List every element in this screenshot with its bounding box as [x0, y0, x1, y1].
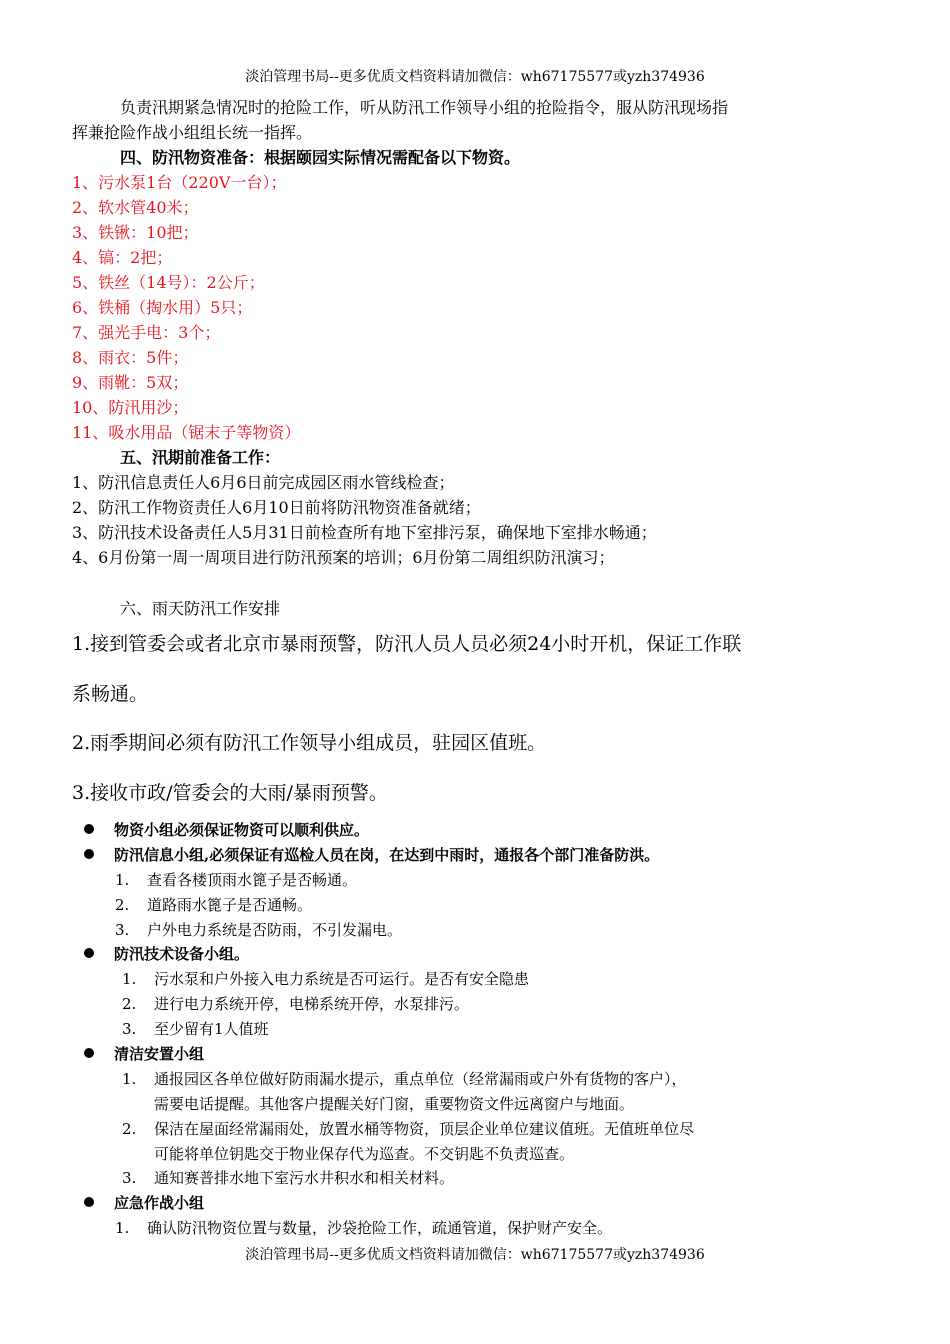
- bullet-icon: [84, 849, 94, 859]
- group-emergency: [84, 1193, 204, 1213]
- group-tech: [84, 944, 249, 964]
- material-item: 9、雨靴：5双；: [72, 373, 189, 392]
- prep-item: 2、防汛工作物资责任人6月10日前将防汛物资准备就绪；: [72, 498, 481, 517]
- group-cleaning-item-1-cont: 需要电话提醒。其他客户提醒关好门窗，重要物资文件远离窗户与地面。: [154, 1095, 635, 1113]
- prep-item: 1、防汛信息责任人6月6日前完成园区雨水管线检查；: [72, 473, 455, 492]
- group-cleaning-item-3: 3. 通知赛普排水地下室污水井积水和相关材料。: [122, 1169, 455, 1187]
- group-cleaning-item-2-cont: 可能将单位钥匙交于物业保存代为巡查。不交钥匙不负责巡查。: [154, 1145, 575, 1163]
- rain-item-2: 2.雨季期间必须有防汛工作领导小组成员，驻园区值班。: [72, 732, 547, 754]
- rain-item-1: 1.接到管委会或者北京市暴雨预警，防汛人员人员必须24小时开机，保证工作联: [72, 633, 742, 655]
- group-title: 防汛技术设备小组。: [114, 945, 250, 963]
- group-tech-item-2: 2. 进行电力系统开停，电梯系统开停，水泵排污。: [122, 995, 470, 1013]
- group-cleaning: [84, 1044, 204, 1064]
- bullet-icon: [84, 1048, 94, 1058]
- group-materials: [84, 820, 369, 840]
- group-title: 防汛信息小组,必须保证有巡检人员在岗，在达到中雨时，通报各个部门准备防洪。: [114, 846, 660, 864]
- group-info: [84, 845, 659, 865]
- group-tech-item-1: 1. 污水泵和户外接入电力系统是否可运行。是否有安全隐患: [122, 970, 530, 988]
- section-6-title: 六、雨天防汛工作安排: [120, 599, 281, 618]
- group-tech-item-3: 3. 至少留有1人值班: [122, 1020, 269, 1038]
- group-title: 清洁安置小组: [114, 1045, 205, 1063]
- prep-item: 4、6月份第一周一周项目进行防汛预案的培训；6月份第二周组织防汛演习；: [72, 548, 615, 567]
- bullet-icon: [84, 1197, 94, 1207]
- bullet-icon: [84, 948, 94, 958]
- material-item: 11、吸水用品（锯末子等物资）: [72, 423, 301, 442]
- page-header: 淡泊管理书局--更多优质文档资料请加微信：wh67175577或yzh374936: [245, 69, 705, 85]
- material-item: 5、铁丝（14号）：2公斤；: [72, 273, 265, 292]
- material-item: 10、防汛用沙；: [72, 398, 189, 417]
- rain-item-1-cont: 系畅通。: [72, 683, 149, 705]
- material-item: 2、软水管40米；: [72, 198, 199, 217]
- material-item: 1、污水泵1台（220V一台）；: [72, 173, 287, 192]
- section-5-title: 五、汛期前准备工作：: [120, 448, 281, 467]
- material-item: 3、铁锹：10把；: [72, 223, 199, 242]
- section-4-title: 四、防汛物资准备：根据颐园实际情况需配备以下物资。: [120, 148, 521, 167]
- group-title: 应急作战小组: [114, 1194, 205, 1212]
- intro-line-1: 负责汛期紧急情况时的抢险工作，听从防汛工作领导小组的抢险指令，服从防汛现场指: [120, 98, 729, 117]
- rain-item-3: 3.接收市政/管委会的大雨/暴雨预警。: [72, 782, 388, 804]
- group-title: 物资小组必须保证物资可以顺利供应。: [114, 821, 370, 839]
- bullet-icon: [84, 824, 94, 834]
- group-emergency-item-1: 1. 确认防汛物资位置与数量，沙袋抢险工作，疏通管道，保护财产安全。: [115, 1219, 613, 1237]
- group-info-item-2: 2. 道路雨水篦子是否通畅。: [115, 896, 313, 914]
- material-item: 4、镐：2把；: [72, 248, 173, 267]
- intro-line-2: 挥兼抢险作战小组组长统一指挥。: [72, 123, 313, 142]
- material-item: 7、强光手电：3个；: [72, 323, 221, 342]
- material-item: 8、雨衣：5件；: [72, 348, 189, 367]
- page-footer: 淡泊管理书局--更多优质文档资料请加微信：wh67175577或yzh374936: [245, 1247, 705, 1263]
- prep-item: 3、防汛技术设备责任人5月31日前检查所有地下室排污泵，确保地下室排水畅通；: [72, 523, 657, 542]
- group-info-item-3: 3. 户外电力系统是否防雨，不引发漏电。: [115, 921, 403, 939]
- group-info-item-1: 1. 查看各楼顶雨水篦子是否畅通。: [115, 871, 358, 889]
- group-cleaning-item-2: 2. 保洁在屋面经常漏雨处，放置水桶等物资，顶层企业单位建议值班。无值班单位尽: [122, 1120, 695, 1138]
- material-item: 6、铁桶（掏水用）5只；: [72, 298, 253, 317]
- group-cleaning-item-1: 1. 通报园区各单位做好防雨漏水提示，重点单位（经常漏雨或户外有货物的客户），: [122, 1070, 687, 1088]
